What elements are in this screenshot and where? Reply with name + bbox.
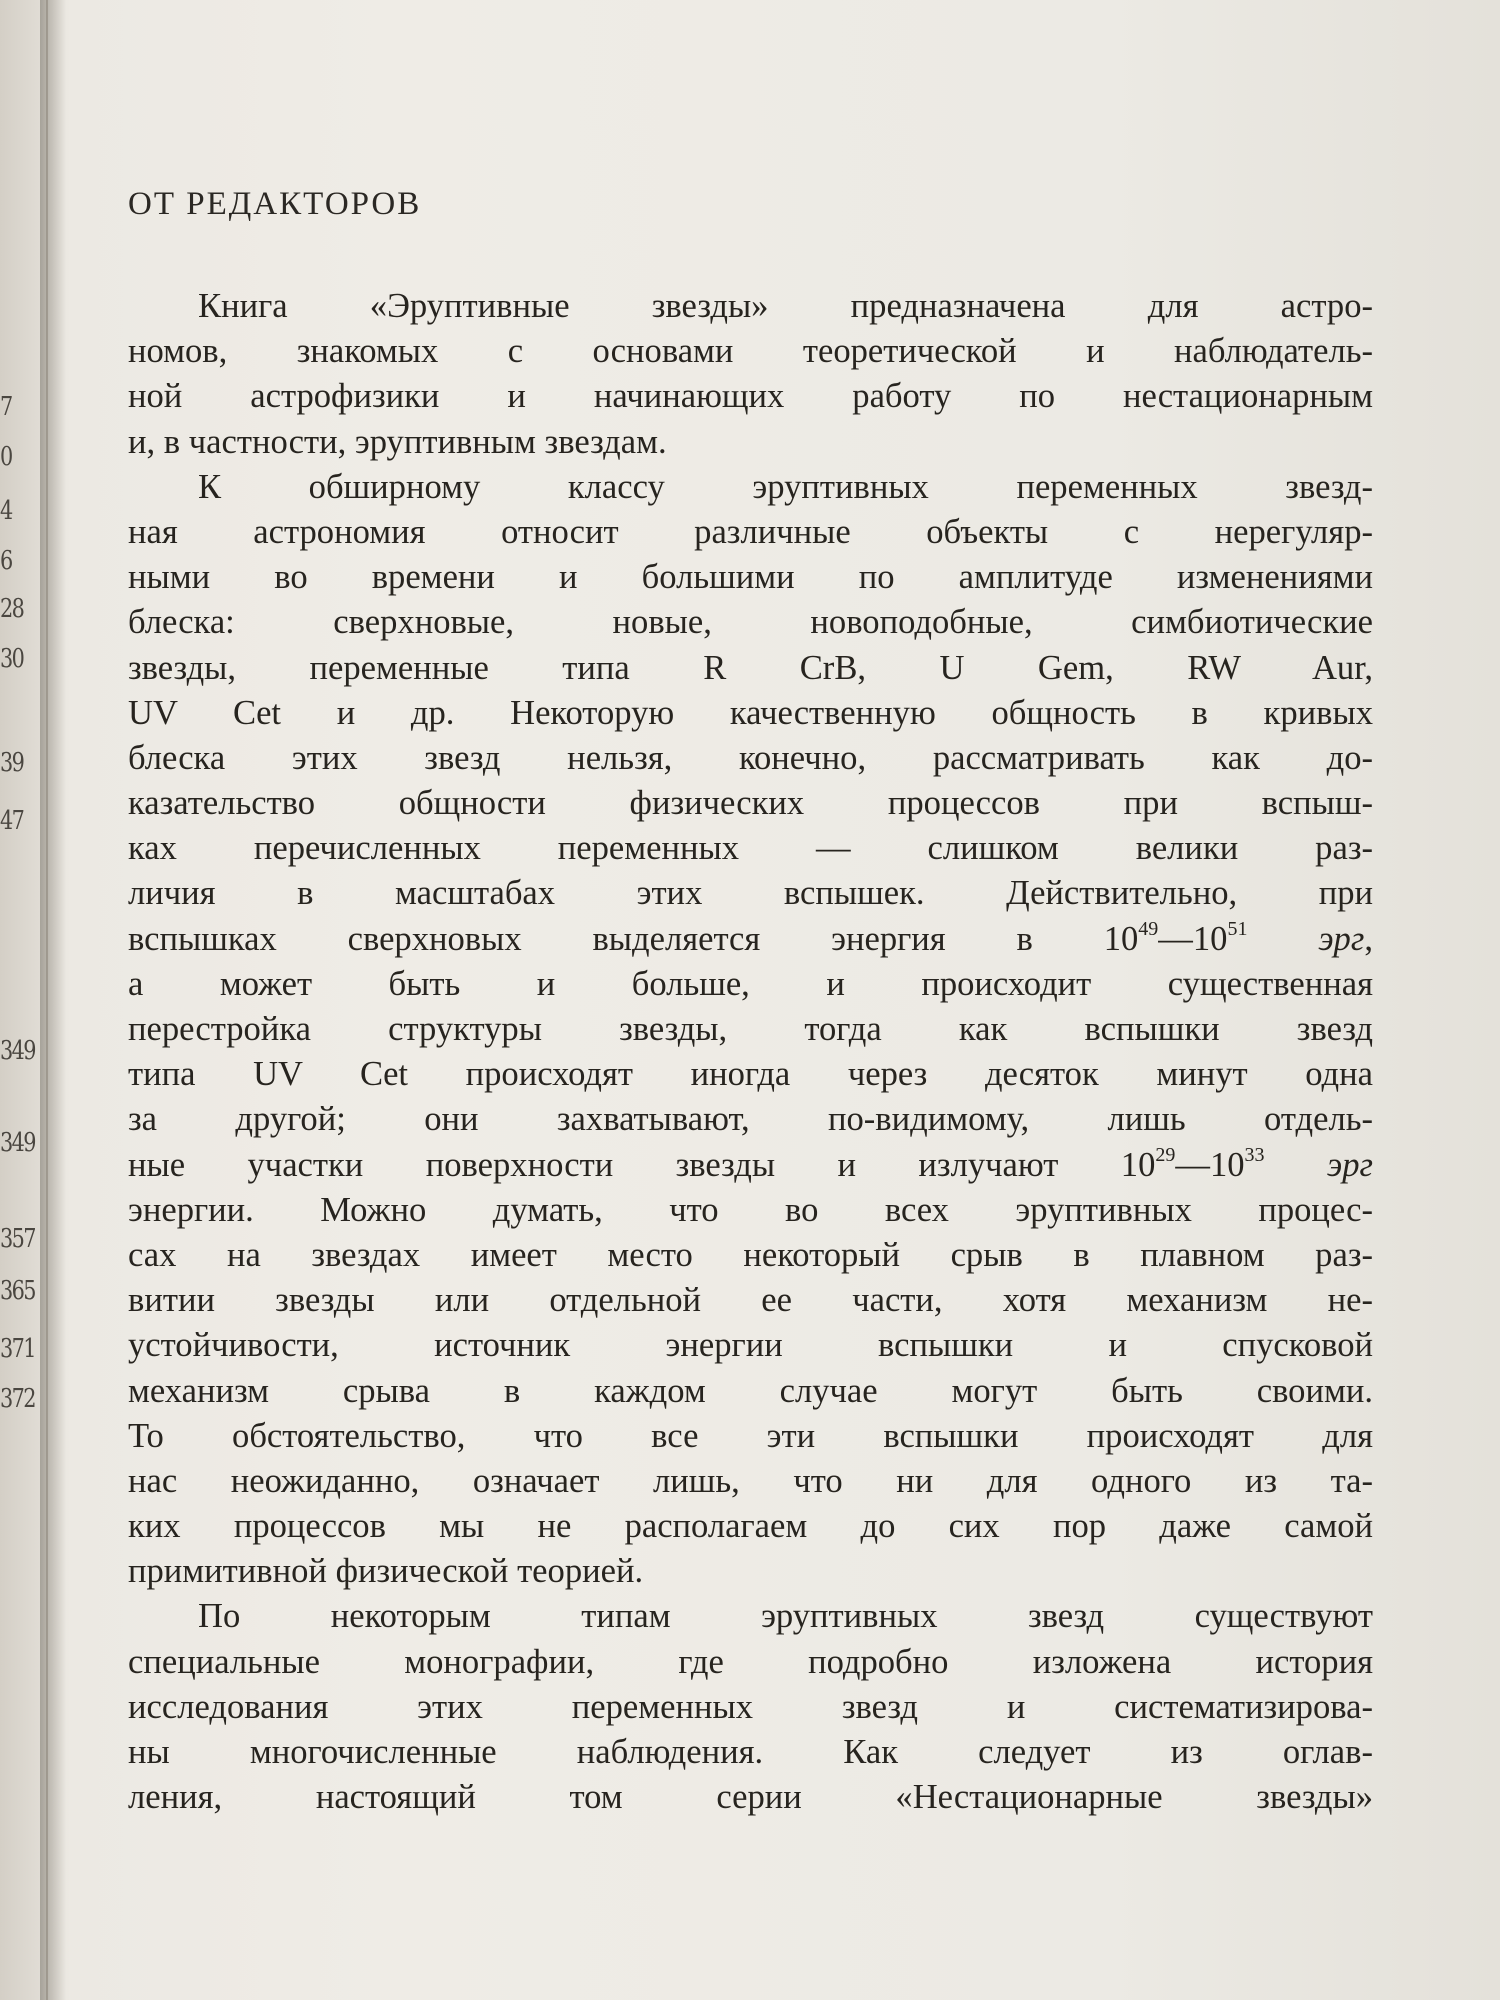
body-text [128,284,1373,1820]
margin-number: 357 [0,1224,35,1254]
margin-number: 372 [0,1384,35,1414]
text-line: сах на звездах имеет место некоторый срыв в плавном раз- [128,1235,1373,1274]
text-line-energy: ные участки поверхности звезды и излучают $10^{29}—10^{33}$ эрг [128,1144,1373,1184]
margin-number: 6 [0,546,12,576]
text-line: а может быть и больше, и происходит существенная [128,964,1373,1003]
text-line: ная астрономия относит различные объекты с нерегуляр- [128,512,1373,551]
margin-number: 30 [0,644,24,674]
margin-number: 7 [0,392,12,422]
text-line: блеска этих звезд нельзя, конечно, рассматривать как до- [128,738,1373,777]
text-line: ны многочисленные наблюдения. Как следует из оглав- [128,1733,1373,1771]
text-line: перестройка структуры звезды, тогда как вспышки звезд [128,1010,1373,1048]
text-line: за другой; они захватывают, по-видимому, лишь отдель- [128,1100,1373,1139]
text-line: К обширному классу эруптивных переменных звезд- [198,467,1373,506]
margin-number: 4 [0,496,12,526]
text-line: UV Cet и др. Некоторую качественную общность в кривых [128,693,1373,732]
text-line: витии звезды или отдельной ее части, хотя механизм не- [128,1281,1373,1320]
text-line: звезды, переменные типа R CrB, U Gem, RW Aur, [128,648,1373,687]
text-line: То обстоятельство, что все эти вспышки происходят для [128,1416,1373,1455]
text-line: ких процессов мы не располагаем до сих пор даже самой [128,1507,1373,1546]
text-line: ках перечисленных переменных — слишком велики раз- [128,829,1373,868]
text-line: ными во времени и большими по амплитуде изменениями [128,558,1373,597]
margin-number: 0 [0,442,12,472]
text-line: личия в масштабах этих вспышек. Действительно, при [128,874,1373,913]
text-line: Книга «Эруптивные звезды» предназначена для астро- [198,287,1373,325]
text-line: нас неожиданно, означает лишь, что ни для одного из та- [128,1461,1373,1500]
text-line: По некоторым типам эруптивных звезд существуют [198,1597,1373,1636]
text-line: номов, знакомых с основами теоретической и наблюдатель- [128,332,1373,371]
margin-number: 349 [0,1036,35,1066]
text-line-energy: вспышках сверхновых выделяется энергия в $10^{49}—10^{51}$ эрг, [128,918,1373,958]
text-line: специальные монографии, где подробно изложена история [128,1642,1373,1681]
text-line: энергии. Можно думать, что во всех эруптивных процес- [128,1190,1373,1229]
page-heading: ОТ РЕДАКТОРОВ [128,186,422,222]
margin-number: 371 [0,1334,35,1364]
margin-number: 28 [0,594,24,624]
text-line: типа UV Cet происходят иногда через десяток минут одна [128,1055,1373,1094]
text-line: исследования этих переменных звезд и систематизирова- [128,1687,1373,1726]
text-line: ления, настоящий том серии «Нестационарные звезды» [128,1778,1373,1817]
margin-number: 349 [0,1128,35,1158]
gutter-shadow [40,0,66,2000]
text-line: ной астрофизики и начинающих работу по нестационарным [128,377,1373,416]
text-line: примитивной физической теорией. [128,1552,644,1591]
text-line: механизм срыва в каждом случае могут быть своими. [128,1371,1373,1410]
text-line: и, в частности, эруптивным звездам. [128,422,667,461]
margin-number: 365 [0,1276,35,1306]
margin-number: 39 [0,748,24,778]
text-line: блеска: сверхновые, новые, новоподобные, симбиотические [128,603,1373,642]
text-line: казательство общности физических процессов при вспыш- [128,784,1373,823]
margin-number: 47 [0,806,24,836]
text-line: устойчивости, источник энергии вспышки и спусковой [128,1326,1373,1365]
